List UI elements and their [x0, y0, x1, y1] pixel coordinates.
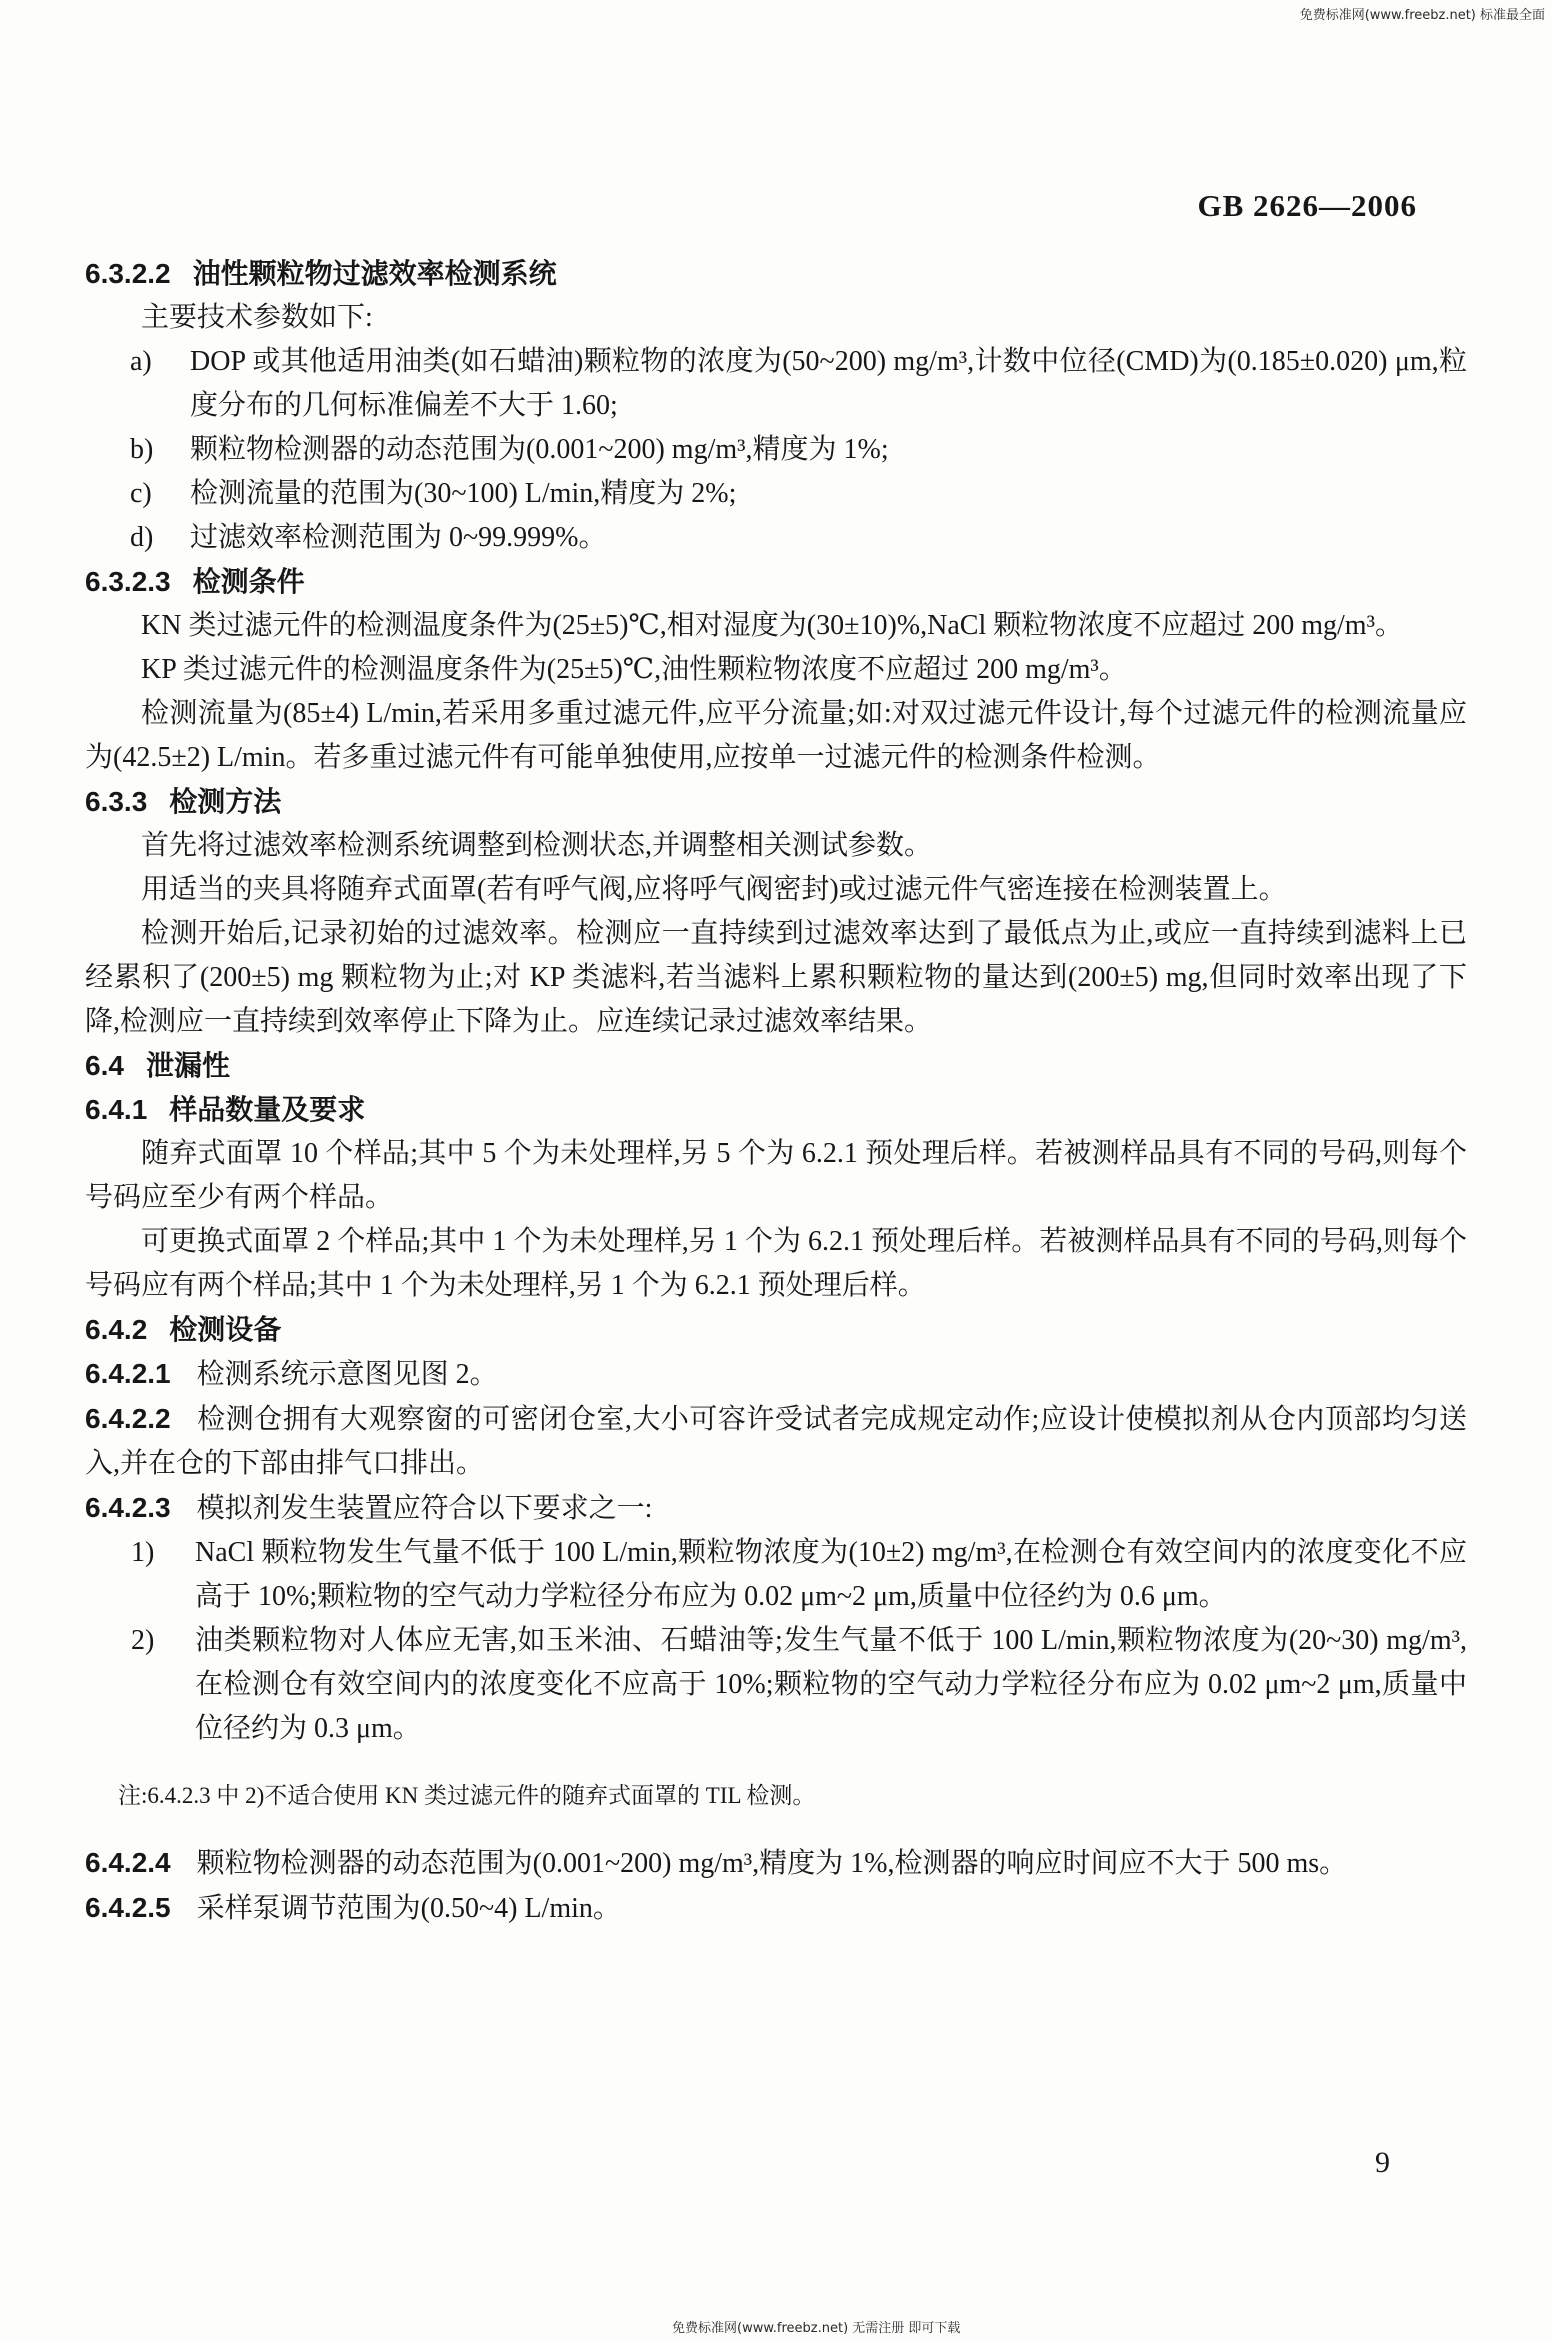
- clause-number: 6.3.2.3: [85, 566, 171, 597]
- document-body: [85, 252, 1467, 1931]
- list-marker: 1): [131, 1537, 155, 1568]
- list-item-2: [85, 1619, 1467, 1751]
- heading-6-4-2: [85, 1308, 1467, 1352]
- clause-6-4-2-1: [85, 1352, 1467, 1397]
- clause-text: 模拟剂发生装置应符合以下要求之一:: [196, 1493, 653, 1524]
- clause-text: 采样泵调节范围为(0.50~4) L/min。: [196, 1893, 621, 1924]
- heading-6-3-2-3: [85, 560, 1467, 604]
- paragraph-params-intro: 主要技术参数如下:: [141, 302, 373, 333]
- list-item-b: [85, 428, 1467, 472]
- clause-title: 检测方法: [169, 786, 282, 817]
- list-marker: d): [130, 522, 154, 553]
- clause-number: 6.4.2.3: [85, 1492, 171, 1523]
- heading-6-4-1: [85, 1088, 1467, 1132]
- clause-title: 油性颗粒物过滤效率检测系统: [192, 258, 557, 289]
- list-item-d: [85, 516, 1467, 560]
- watermark-bottom: 免费标准网(www.freebz.net) 无需注册 即可下载: [672, 2321, 961, 2336]
- list-item-1: [85, 1531, 1467, 1619]
- paragraph-kn-conditions: KN 类过滤元件的检测温度条件为(25±5)℃,相对湿度为(30±10)%,NaCl 颗粒物浓度不应超过 200 mg/m³。: [141, 610, 1403, 641]
- clause-number: 6.4.2: [85, 1314, 148, 1345]
- list-item-text: 过滤效率检测范围为 0~99.999%。: [190, 522, 607, 553]
- clause-title: 检测条件: [192, 566, 305, 597]
- clause-number: 6.3.3: [85, 786, 148, 817]
- paragraph-method-1: 首先将过滤效率检测系统调整到检测状态,并调整相关测试参数。: [141, 830, 933, 861]
- watermark-top: 免费标准网(www.freebz.net) 标准最全面: [1299, 8, 1545, 23]
- list-marker: c): [130, 478, 152, 509]
- clause-title: 泄漏性: [145, 1050, 230, 1081]
- clause-number: 6.4.1: [85, 1094, 148, 1125]
- clause-6-4-2-3: [85, 1486, 1467, 1531]
- page-number: 9: [1375, 2146, 1390, 2179]
- clause-6-4-2-2: [85, 1397, 1467, 1486]
- heading-6-3-3: [85, 780, 1467, 824]
- heading-6-3-2-2: [85, 252, 1467, 296]
- paragraph-method-2: 用适当的夹具将随弃式面罩(若有呼气阀,应将呼气阀密封)或过滤元件气密连接在检测装置上。: [141, 874, 1287, 905]
- list-item-a: [85, 340, 1467, 428]
- clause-6-4-2-5: [85, 1886, 1467, 1931]
- clause-number: 6.4.2.1: [85, 1358, 171, 1389]
- heading-6-4: [85, 1044, 1467, 1088]
- list-item-text: 油类颗粒物对人体应无害,如玉米油、石蜡油等;发生气量不低于 100 L/min,颗粒物浓度为(20~30) mg/m³,在检测仓有效空间内的浓度变化不应高于 10%;颗粒物的空气动力学粒径分布应为 0.02 μm~2 μm,质量中位径约为 0.3 μm。: [195, 1625, 1467, 1744]
- paragraph-samples-2: 可更换式面罩 2 个样品;其中 1 个为未处理样,另 1 个为 6.2.1 预处理后样。若被测样品具有不同的号码,则每个号码应有两个样品;其中 1 个为未处理样,另 1 个为 6.2.1 预处理后样。: [85, 1226, 1467, 1301]
- paragraph-method-3: 检测开始后,记录初始的过滤效率。检测应一直持续到过滤效率达到了最低点为止,或应一直持续到滤料上已经累积了(200±5) mg 颗粒物为止;对 KP 类滤料,若当滤料上累积颗粒物的量达到(200±5) mg,但同时效率出现了下降,检测应一直持续到效率停止下降为止。应连续记录过滤效率结果。: [85, 918, 1467, 1037]
- list-marker: 2): [131, 1625, 155, 1656]
- clause-6-4-2-4: [85, 1841, 1467, 1886]
- clause-text: 检测系统示意图见图 2。: [196, 1359, 498, 1390]
- list-item-text: 颗粒物检测器的动态范围为(0.001~200) mg/m³,精度为 1%;: [190, 434, 889, 465]
- clause-title: 样品数量及要求: [169, 1094, 366, 1125]
- list-marker: a): [130, 346, 152, 377]
- paragraph-flow-rate: 检测流量为(85±4) L/min,若采用多重过滤元件,应平分流量;如:对双过滤元件设计,每个过滤元件的检测流量应为(42.5±2) L/min。若多重过滤元件有可能单独使用,应按单一过滤元件的检测条件检测。: [85, 698, 1467, 773]
- clause-text: 检测仓拥有大观察窗的可密闭仓室,大小可容许受试者完成规定动作;应设计使模拟剂从仓内顶部均匀送入,并在仓的下部由排气口排出。: [85, 1404, 1467, 1479]
- list-item-text: NaCl 颗粒物发生气量不低于 100 L/min,颗粒物浓度为(10±2) mg/m³,在检测仓有效空间内的浓度变化不应高于 10%;颗粒物的空气动力学粒径分布应为 0.02 μm~2 μm,质量中位径约为 0.6 μm。: [195, 1537, 1467, 1612]
- list-item-text: 检测流量的范围为(30~100) L/min,精度为 2%;: [190, 478, 737, 509]
- note-line: 注:6.4.2.3 中 2)不适合使用 KN 类过滤元件的随弃式面罩的 TIL 检测。: [118, 1783, 816, 1808]
- clause-text: 颗粒物检测器的动态范围为(0.001~200) mg/m³,精度为 1%,检测器的响应时间应不大于 500 ms。: [196, 1848, 1348, 1879]
- list-marker: b): [130, 434, 154, 465]
- clause-number: 6.4: [85, 1050, 124, 1081]
- list-item-text: DOP 或其他适用油类(如石蜡油)颗粒物的浓度为(50~200) mg/m³,计数中位径(CMD)为(0.185±0.020) μm,粒度分布的几何标准偏差不大于 1.60;: [190, 346, 1467, 421]
- standard-code: GB 2626—2006: [1197, 188, 1417, 223]
- clause-number: 6.4.2.2: [85, 1403, 171, 1434]
- clause-number: 6.4.2.4: [85, 1847, 171, 1878]
- paragraph-kp-conditions: KP 类过滤元件的检测温度条件为(25±5)℃,油性颗粒物浓度不应超过 200 mg/m³。: [141, 654, 1127, 685]
- clause-number: 6.3.2.2: [85, 258, 171, 289]
- paragraph-samples-1: 随弃式面罩 10 个样品;其中 5 个为未处理样,另 5 个为 6.2.1 预处理后样。若被测样品具有不同的号码,则每个号码应至少有两个样品。: [85, 1138, 1467, 1213]
- list-item-c: [85, 472, 1467, 516]
- clause-number: 6.4.2.5: [85, 1892, 171, 1923]
- clause-title: 检测设备: [169, 1314, 282, 1345]
